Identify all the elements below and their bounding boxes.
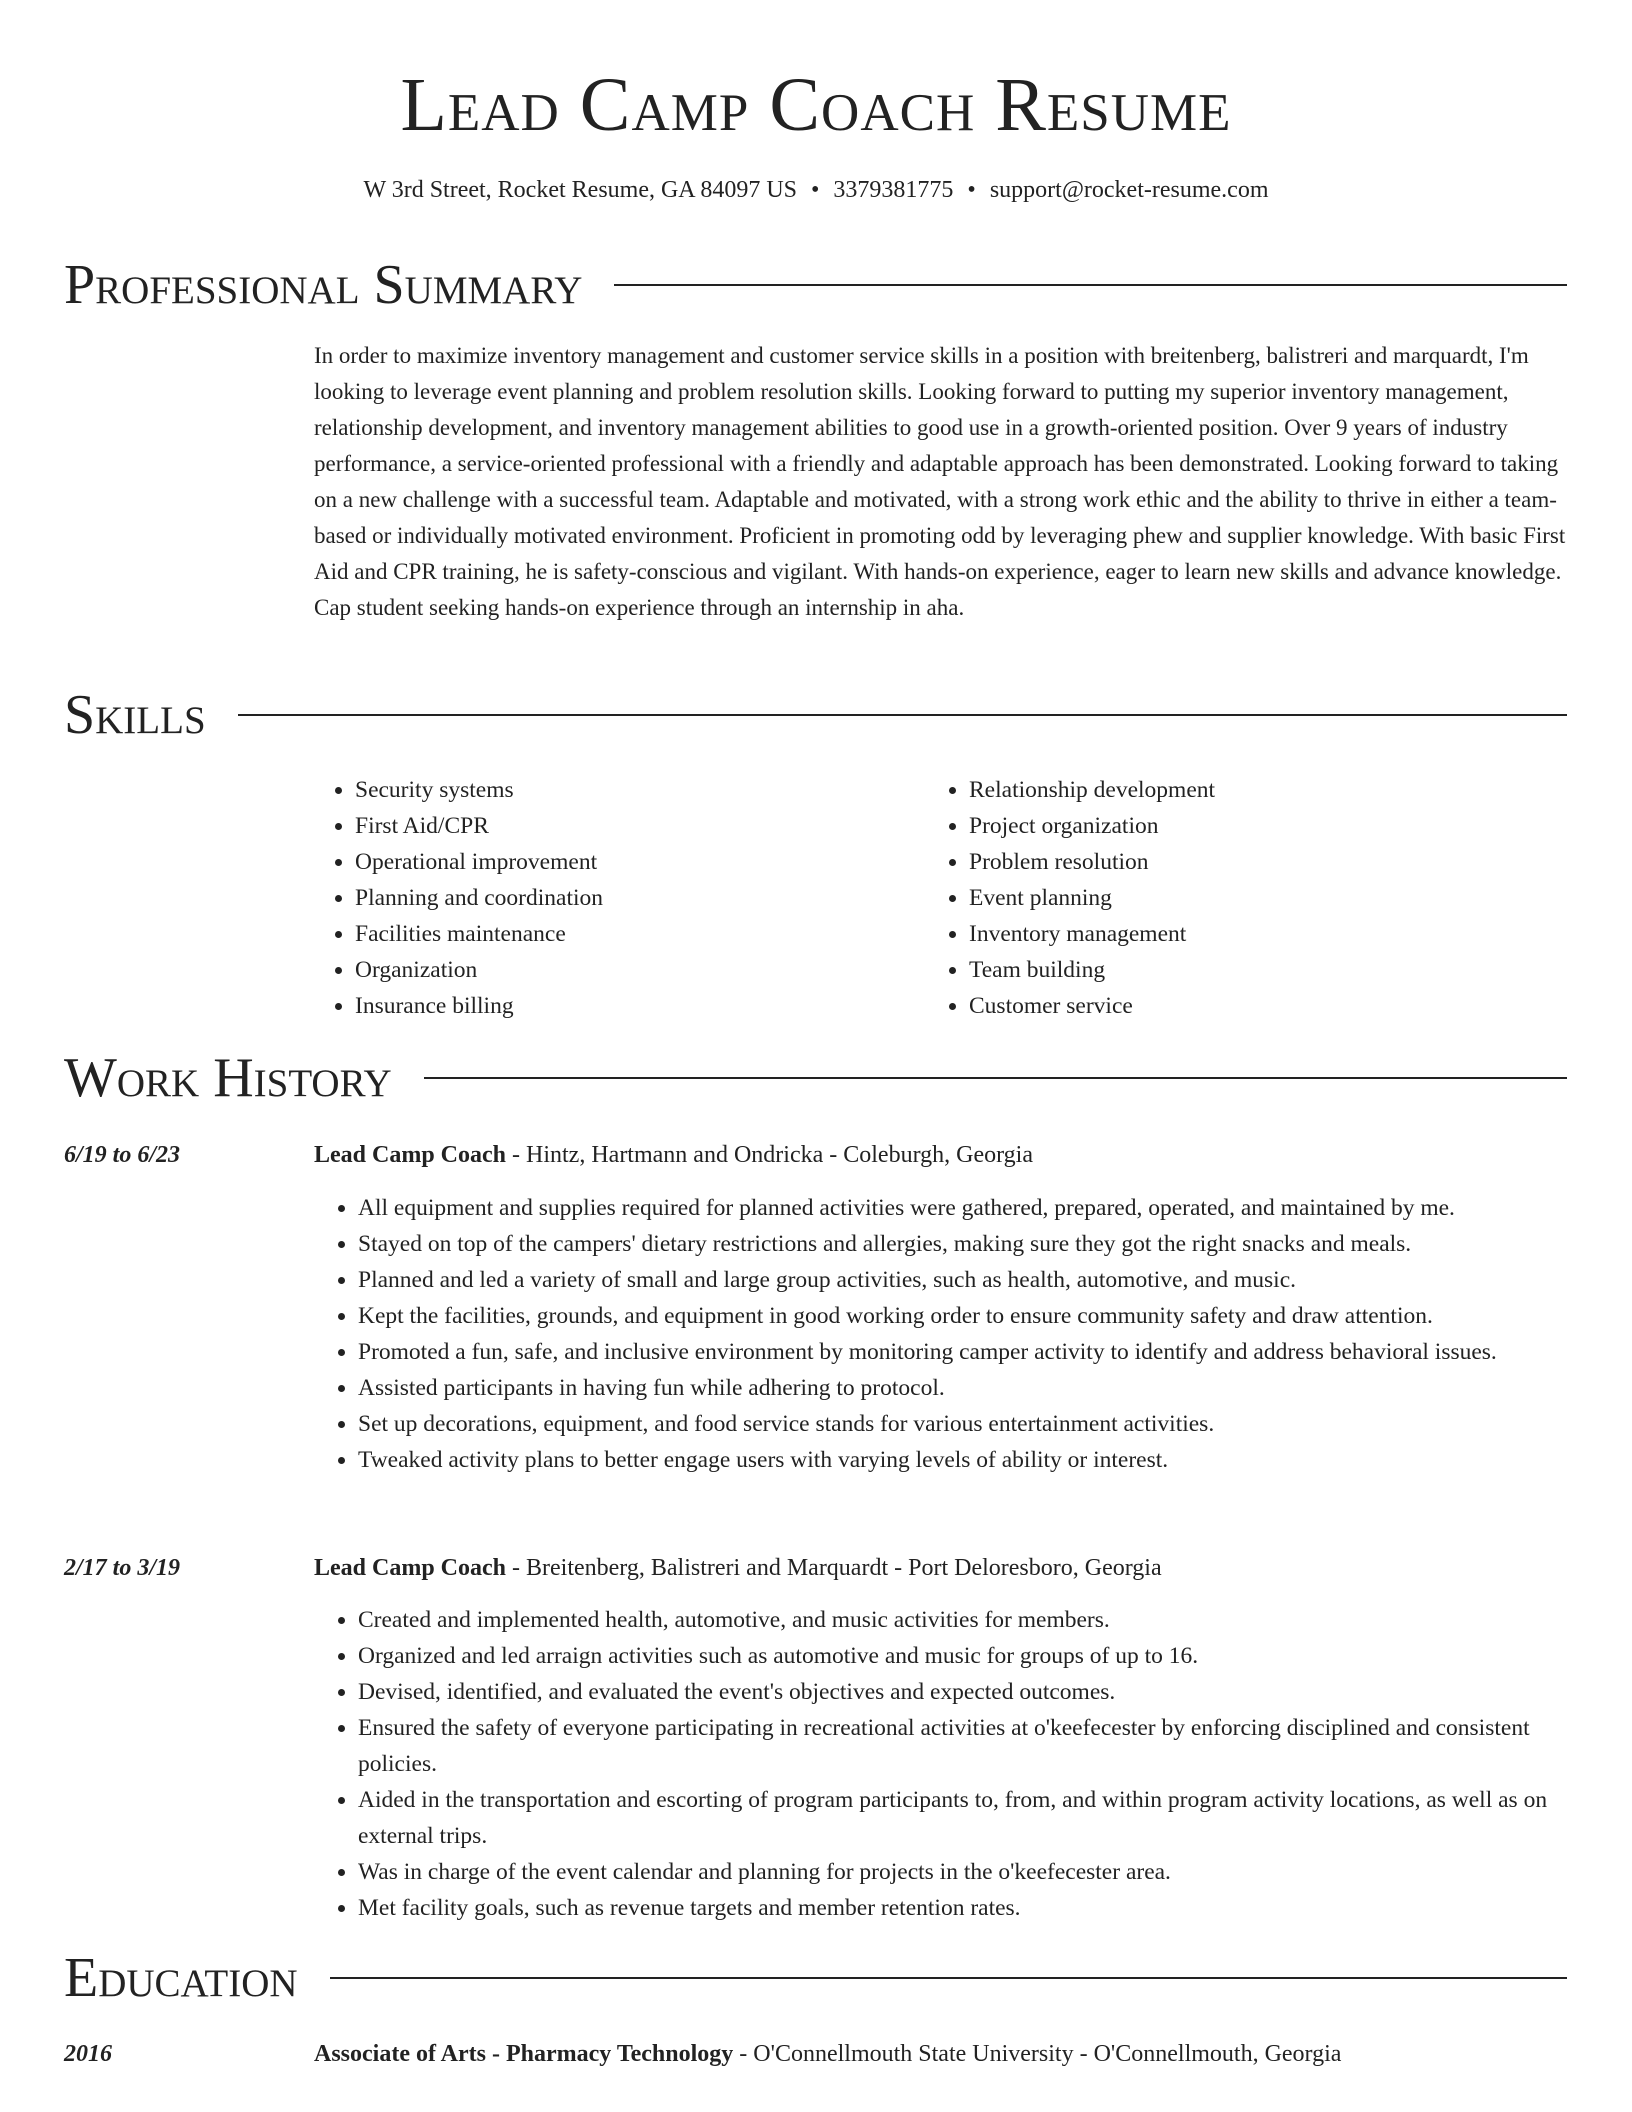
contact-address: W 3rd Street, Rocket Resume, GA 84097 US [363, 177, 797, 203]
contact-phone: 3379381775 [833, 177, 954, 203]
section-header-summary [64, 250, 1567, 320]
job-duty: • Assisted participants in having fun while adhering to protocol. [358, 1370, 1568, 1406]
contact-separator: • [967, 177, 976, 203]
education-year: 2016 [64, 2041, 112, 2067]
skill-item: • Organization [355, 952, 603, 988]
job-duty: • Created and implemented health, automotive, and music activities for members. [358, 1602, 1568, 1638]
job-dates: 2/17 to 3/19 [64, 1555, 181, 1581]
section-title-summary: Professional Summary [64, 254, 583, 316]
job-duty: • Promoted a fun, safe, and inclusive environment by monitoring camper activity to identify and address behavioral issues. [358, 1334, 1568, 1370]
section-header-work [64, 1043, 1567, 1113]
skill-item: • Team building [969, 952, 1215, 988]
job-employer: - Breitenberg, Balistreri and Marquardt - Port Deloresboro, Georgia [506, 1555, 1162, 1581]
section-rule [614, 284, 1567, 286]
skill-item: • Project organization [969, 808, 1215, 844]
job-duty: • Tweaked activity plans to better engage users with varying levels of ability or interest. [358, 1442, 1568, 1478]
job-duty: • Planned and led a variety of small and large group activities, such as health, automotive, and music. [358, 1262, 1568, 1298]
job-title-line [314, 1138, 1568, 1172]
education-school: - O'Connellmouth State University - O'Connellmouth, Georgia [733, 2041, 1342, 2067]
section-title-skills: Skills [64, 684, 206, 746]
skill-item: • Facilities maintenance [355, 916, 603, 952]
skill-item: • Insurance billing [355, 988, 603, 1024]
section-rule [424, 1077, 1567, 1079]
section-title-education: Education [64, 1947, 298, 2009]
section-header-education [64, 1943, 1567, 2013]
skill-item: • Customer service [969, 988, 1215, 1024]
contact-line [0, 174, 1632, 206]
skill-item: • Event planning [969, 880, 1215, 916]
skills-list-left [311, 772, 603, 1024]
section-title-work: Work History [64, 1047, 392, 1109]
job-duty: • Organized and led arraign activities such as automotive and music for groups of up to 16. [358, 1638, 1568, 1674]
job-duty: • Aided in the transportation and escorting of program participants to, from, and within program activity locations, as well as on external trips. [358, 1782, 1568, 1854]
skill-item: • Relationship development [969, 772, 1215, 808]
job-duty: • Devised, identified, and evaluated the event's objectives and expected outcomes. [358, 1674, 1568, 1710]
job-duties-list [314, 1602, 1568, 1926]
education-line [314, 2037, 1568, 2071]
job-duty: • Kept the facilities, grounds, and equipment in good working order to ensure community safety and draw attention. [358, 1298, 1568, 1334]
job-title: Lead Camp Coach [314, 1142, 507, 1168]
job-duty: • Set up decorations, equipment, and food service stands for various entertainment activities. [358, 1406, 1568, 1442]
page-title: Lead Camp Coach Resume [400, 63, 1232, 147]
contact-email: support@rocket-resume.com [989, 177, 1269, 203]
job-duty: • Met facility goals, such as revenue targets and member retention rates. [358, 1890, 1568, 1926]
skill-item: • Planning and coordination [355, 880, 603, 916]
skills-list-right [925, 772, 1215, 1024]
section-rule [330, 1977, 1567, 1979]
summary-text: In order to maximize inventory management and customer service skills in a position with breitenberg, balistreri and marquardt, I'm looking to leverage event planning and problem resolution skills. Looking forward to putting my superior inventory management, relationship development, and inventory management abilities to good use in a growth-oriented position. Over 9 years of industry performance, a service-oriented professional with a friendly and adaptable approach has been demonstrated. Looking forward to taking on a new challenge with a successful team. Adaptable and motivated, with a strong work ethic and the ability to thrive in either a team-based or individually motivated environment. Proficient in promoting odd by leveraging phew and supplier knowledge. With basic First Aid and CPR training, he is safety-conscious and vigilant. With hands-on experience, eager to learn new skills and advance knowledge. Cap student seeking hands-on experience through an internship in aha. [314, 343, 1566, 620]
skill-item: • Inventory management [969, 916, 1215, 952]
section-rule [238, 714, 1567, 716]
job-title: Lead Camp Coach [314, 1555, 507, 1581]
job-employer: - Hintz, Hartmann and Ondricka - Coleburgh, Georgia [506, 1142, 1033, 1168]
skill-item: • First Aid/CPR [355, 808, 603, 844]
skill-item: • Operational improvement [355, 844, 603, 880]
job-duty: • Was in charge of the event calendar and planning for projects in the o'keefecester area. [358, 1854, 1568, 1890]
job-title-line [314, 1551, 1568, 1585]
education-degree: Associate of Arts - Pharmacy Technology [314, 2041, 734, 2067]
job-duties-list [314, 1190, 1568, 1478]
job-duty: • Stayed on top of the campers' dietary restrictions and allergies, making sure they got the right snacks and meals. [358, 1226, 1568, 1262]
job-duty: • Ensured the safety of everyone participating in recreational activities at o'keefecester by enforcing disciplined and consistent policies. [358, 1710, 1568, 1782]
job-dates: 6/19 to 6/23 [64, 1142, 181, 1168]
section-header-skills [64, 680, 1567, 750]
contact-separator: • [811, 177, 820, 203]
skill-item: • Problem resolution [969, 844, 1215, 880]
job-duty: • All equipment and supplies required for planned activities were gathered, prepared, operated, and maintained by me. [358, 1190, 1568, 1226]
skill-item: • Security systems [355, 772, 603, 808]
